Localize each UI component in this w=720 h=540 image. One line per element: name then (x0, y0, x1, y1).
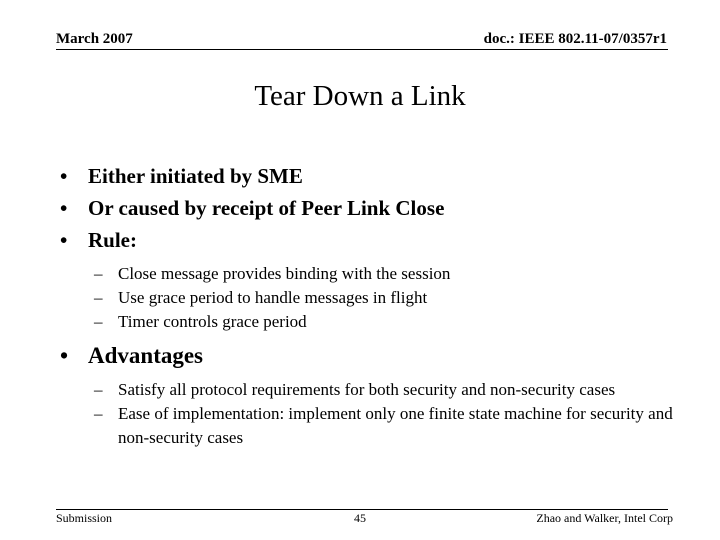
header-divider (56, 49, 668, 50)
sub-bullet-text: Satisfy all protocol requirements for both security and non-security cases (118, 380, 616, 399)
slide-title: Tear Down a Link (254, 80, 466, 112)
bullet-item (60, 192, 680, 224)
header-doc-id: doc.: IEEE 802.11-07/0357r1 (483, 31, 667, 47)
header-date: March 2007 (56, 31, 133, 47)
sub-bullet-text: Use grace period to handle messages in flight (118, 288, 428, 307)
bullet-text: Or caused by receipt of Peer Link Close (88, 196, 445, 220)
dash-icon: – (94, 264, 103, 283)
dash-icon: – (94, 404, 103, 423)
dash-icon: – (94, 288, 103, 307)
bullet-text: Advantages (88, 343, 204, 368)
footer-authors: Zhao and Walker, Intel Corp (536, 511, 673, 525)
sub-bullet-item (60, 310, 680, 334)
sub-bullet-text: Close message provides binding with the session (118, 264, 451, 283)
bullet-icon: • (60, 228, 68, 252)
bullet-item (60, 160, 680, 192)
bullet-text: Rule: (88, 228, 137, 252)
bullet-icon: • (60, 164, 68, 188)
bullet-icon: • (60, 343, 69, 368)
footer-divider (56, 509, 668, 510)
dash-icon: – (94, 380, 103, 399)
bullet-list (60, 160, 680, 450)
bullet-item (60, 340, 680, 372)
footer-submission: Submission (56, 511, 113, 525)
sub-bullet-item (60, 262, 680, 286)
sub-bullet-text: Timer controls grace period (118, 312, 307, 331)
sub-bullet-item (60, 402, 680, 450)
sub-bullet-text: Ease of implementation: implement only one finite state machine for security and non-security cases (118, 404, 673, 447)
bullet-text: Either initiated by SME (88, 164, 303, 188)
dash-icon: – (94, 312, 103, 331)
sub-bullet-item (60, 286, 680, 310)
bullet-icon: • (60, 196, 68, 220)
bullet-item (60, 224, 680, 256)
sub-bullet-item (60, 378, 680, 402)
footer-page-number: 45 (354, 511, 366, 525)
